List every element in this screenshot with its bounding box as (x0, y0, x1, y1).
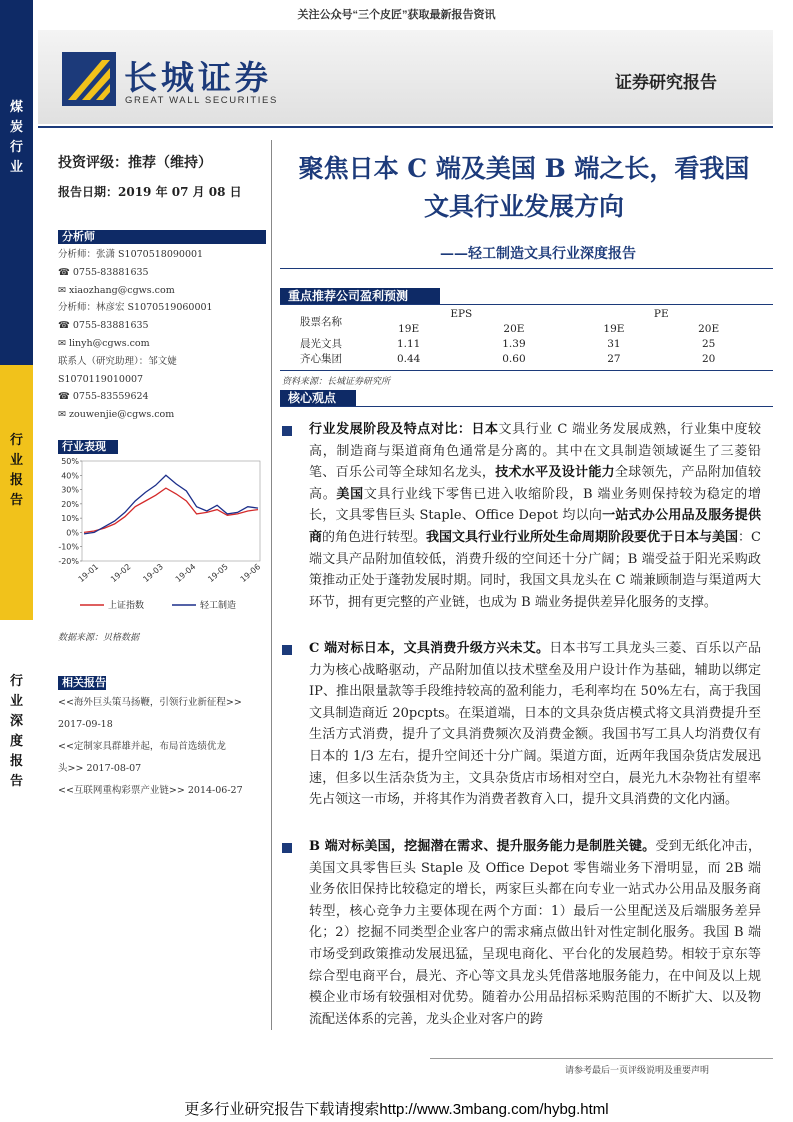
y-tick-label: -20% (58, 557, 79, 566)
y-tick-label: 30% (61, 485, 79, 495)
great-wall-logo-icon (62, 52, 116, 106)
footer-download-link[interactable]: 更多行业研究报告下载请搜索http://www.3mbang.com/hybg.html (184, 1101, 609, 1118)
earnings-forecast-table (286, 306, 756, 366)
analyst-email[interactable]: ✉ linyh@cgws.com (58, 337, 150, 349)
phone-icon: ☎ (58, 391, 73, 403)
bullet-icon (282, 426, 292, 436)
related-report-link[interactable]: <<定制家具群雄并起，布局首选绩优龙 (58, 741, 226, 752)
y-tick-label: -10% (58, 542, 79, 552)
table-row: 晨光文具 1.11 1.39 31 25 (300, 337, 716, 350)
top-notice: 关注公众号“三个皮匠”获取最新报告资讯 (297, 9, 496, 21)
phone-icon: ☎ (58, 266, 73, 278)
industry-performance-chart (58, 455, 268, 625)
report-date: 报告日期：2019 年 07 月 08 日 (58, 185, 242, 199)
x-tick-label: 19-01 (76, 562, 101, 585)
report-subtitle: ——轻工制造文具行业深度报告 (440, 246, 636, 262)
col-eps-header: EPS (450, 307, 473, 320)
related-report-link[interactable]: 头>> 2017-08-07 (58, 763, 142, 774)
sidebar-label-deep (0, 672, 33, 792)
title-divider (280, 268, 773, 269)
analyst-line: 分析师：林彦宏 S1070519060001 (58, 302, 213, 314)
sidebar (0, 0, 33, 1122)
column-divider (271, 140, 272, 1030)
x-tick-label: 19-05 (206, 562, 230, 585)
table-row: 齐心集团 0.44 0.60 27 20 (300, 352, 716, 365)
x-tick-label: 19-06 (238, 562, 263, 585)
core-view-header: 核心观点 (280, 390, 356, 407)
contact-phone: ☎ 0755-83559624 (58, 391, 149, 403)
contact-line: 联系人（研究助理）：邹文婕 (58, 355, 177, 367)
analyst-line: 分析师：张潇 S1070518090001 (58, 249, 204, 260)
col-pe-header: PE (653, 307, 669, 320)
y-tick-label: 20% (61, 499, 79, 509)
contact-email[interactable]: ✉ zouwenjie@cgws.com (58, 409, 175, 421)
sidebar-text: 行 业 深 度 报 告 (9, 674, 23, 789)
y-tick-label: 40% (61, 471, 79, 481)
sidebar-text: 煤 炭 行 业 (9, 100, 23, 175)
forecast-bottom-rule (280, 370, 773, 371)
email-icon: ✉ (58, 337, 69, 349)
analyst-phone: ☎ 0755-83881635 (58, 320, 149, 332)
col-stock-header: 股票名称 (300, 315, 342, 328)
bullet-icon (282, 843, 292, 853)
x-tick-label: 19-03 (141, 562, 165, 585)
related-report-link[interactable]: <<互联网重构彩票产业链>> 2014-06-27 (58, 785, 243, 796)
forecast-section-header: 重点推荐公司盈利预测 (280, 288, 440, 305)
bullet-icon (282, 645, 292, 655)
analyst-section-header: 分析师 (58, 230, 266, 244)
y-tick-label: 50% (61, 457, 79, 466)
forecast-source: 资料来源：长城证券研究所 (282, 377, 391, 387)
sidebar-segment-gold (0, 365, 33, 620)
logo-text-en: GREAT WALL SECURITIES (125, 95, 278, 106)
phone-icon: ☎ (58, 320, 73, 332)
contact-cert: S1070119010007 (58, 373, 144, 385)
x-tick-label: 19-02 (108, 562, 133, 585)
sidebar-segment-white (0, 620, 33, 1122)
core-view-rule (280, 406, 773, 407)
analyst-email[interactable]: ✉ xiaozhang@cgws.com (58, 284, 175, 296)
email-icon: ✉ (58, 409, 69, 421)
related-reports (58, 692, 266, 802)
table-header-row (286, 306, 756, 321)
paragraph-stage-comparison: 行业发展阶段及特点对比：日本文具行业 C 端业务发展成熟，行业集中度较高，制造商与渠道商角色通常是分离的。其中在文具制造领域诞生了三菱铅笔、百乐公司等全球知名龙头，技术水平及设计能力全球领先，产品附加值较高。美国文具行业线下零售已进入收缩阶段，B 端业务则保持较为稳定的增长，文具零售巨头 Staple、Office Depot 均以向一站式办公用品及服务提供商的角色进行转型。我国文具行业行业所处生命周期阶段要优于日本与美国：C 端文具产品附加值较低，消费升级的空间还十分广阔；B 端受益于阳光采购政策推动正处于蓬勃发展时期。同时，我国文具龙头在 C 端兼顾制造与渠道两大环节，拥有更完整的产业链，也成为 B 端业务提供差异化服务的支撑。 (309, 422, 761, 610)
investment-rating: 投资评级：推荐（维持） (58, 155, 212, 171)
paragraph-b-end: B 端对标美国，挖掘潜在需求、提升服务能力是制胜关键。受到无纸化冲击，美国文具零售巨头 Staple 及 Office Depot 零售端业务下滑明显，而 2B 端业务依旧保持比较稳定的增长，两家巨头都在向专业一站式办公用品及服务商转型，核心竞争力主要体现在两个方面：1）最后一公里配送及后端服务差异化；2）挖掘不同类型企业客户的需求痛点做出针对性定制化服务。我国 B 端市场受到政策推动发展迅猛，呈现电商化、平台化的发展趋势。相较于京东等综合型电商平台，晨光、齐心等文具龙头凭借落地服务能力，在中间及以上规模企业市场有较强相对优势。随着办公用品招标采购范围的不断扩大、以及物流配送体系的完善，龙头企业对客户的跨 (309, 839, 761, 1027)
chart-source: 数据来源：贝格数据 (58, 633, 140, 643)
legend-label: 轻工制造 (200, 601, 237, 611)
report-type: 证券研究报告 (615, 73, 717, 93)
sidebar-label-industry (0, 98, 33, 178)
sidebar-label-report (0, 431, 33, 511)
related-section-header: 相关报告 (58, 676, 106, 690)
series-line-0 (84, 488, 258, 532)
chart-section-header: 行业表现 (58, 440, 118, 454)
chart-plot-area (82, 461, 260, 561)
legend-label: 上证指数 (108, 601, 145, 611)
y-tick-label: 0% (66, 528, 79, 538)
paragraph-c-end: C 端对标日本，文具消费升级方兴未艾。日本书写工具龙头三菱、百乐以产品力为核心战略驱动，产品附加值以技术壁垒及用户设计作为基础，辅助以绑定 IP、推出限量款等手段维持较高的盈利能力，毛利率均在 50%左右，高于我国文具制造商近 20pcpts。在渠道端，日本的文具杂货店模式将文具消费提升至生活方式消费，提升了文具消费频次及消费金额。我国书写工具人均消费仅有日本的 1/3 左右，提升空间还十分广阔。渠道方面，近两年我国杂货店发展迅速，但多以生活杂货为主，文具杂货店市场相对空白，晨光九木杂物社有望率先占领这一市场，并将其作为消费者教育入口，提升文具消费的文化内涵。 (309, 641, 761, 808)
disclaimer-note: 请参考最后一页评级说明及重要声明 (565, 1066, 710, 1076)
analyst-phone: ☎ 0755-83881635 (58, 266, 149, 278)
logo-text-cn: 长城证券 (124, 58, 272, 97)
forecast-top-rule (280, 304, 773, 305)
related-report-link[interactable]: <<海外巨头策马扬鞭，引领行业新征程>> (58, 697, 242, 708)
footer-rule (430, 1058, 773, 1059)
table-year-row: 19E 20E 19E 20E (398, 322, 720, 335)
related-report-date: 2017-09-18 (58, 719, 113, 730)
y-tick-label: 10% (61, 514, 79, 524)
sidebar-text: 行 业 报 告 (9, 433, 23, 508)
analyst-list (58, 246, 266, 424)
sidebar-segment-navy (0, 0, 33, 365)
header-divider (38, 126, 773, 128)
email-icon: ✉ (58, 284, 69, 296)
report-title: 聚焦日本 C 端及美国 B 端之长，看我国 文具行业发展方向 (298, 154, 750, 221)
x-tick-label: 19-04 (173, 562, 198, 585)
